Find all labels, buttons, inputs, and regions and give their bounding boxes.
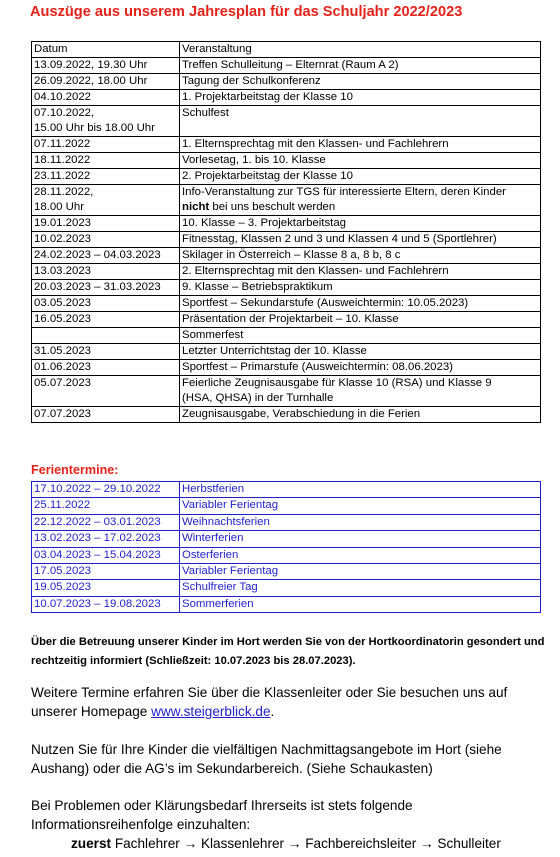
date-cell <box>32 407 180 423</box>
event-text: Letzter Unterrichtstag der 10. Klasse <box>182 345 367 357</box>
date-text: 28.11.2022, <box>34 186 94 198</box>
ferien-date: 17.05.2023 <box>32 564 180 580</box>
date-cell <box>32 344 180 360</box>
table-row <box>32 344 541 360</box>
event-text: 10. Klasse – 3. Projektarbeitstag <box>182 217 346 229</box>
event-cell <box>180 106 541 137</box>
table-header-row <box>32 42 541 58</box>
ferien-date: 10.07.2023 – 19.08.2023 <box>32 596 180 612</box>
date-cell <box>32 216 180 232</box>
event-cell <box>180 280 541 296</box>
event-text-line2: bei uns beschult werden <box>209 201 336 213</box>
date-cell <box>32 376 180 407</box>
event-text: Zeugnisausgabe, Verabschiedung in die Ferien <box>182 408 421 420</box>
event-cell <box>180 407 541 423</box>
ferien-row <box>32 498 541 514</box>
table-row <box>32 90 541 106</box>
event-text: Info-Veranstaltung zur TGS für interessierte Eltern, deren Kinder <box>182 186 506 198</box>
ferien-row <box>32 547 541 563</box>
event-cell <box>180 344 541 360</box>
date-text: 31.05.2023 <box>34 345 92 357</box>
date-text: 07.11.2022 <box>34 138 91 150</box>
date-text: 20.03.2023 – 31.03.2023 <box>34 281 161 293</box>
event-cell <box>180 169 541 185</box>
ferien-date: 19.05.2023 <box>32 580 180 596</box>
date-text: 16.05.2023 <box>34 313 92 325</box>
date-cell <box>32 185 180 216</box>
table-row <box>32 216 541 232</box>
table-row <box>32 280 541 296</box>
date-cell <box>32 248 180 264</box>
table-row <box>32 312 541 328</box>
date-cell <box>32 360 180 376</box>
date-cell <box>32 58 180 74</box>
event-cell <box>180 216 541 232</box>
ferien-row <box>32 514 541 530</box>
event-text: 2. Projektarbeitstag der Klasse 10 <box>182 170 353 182</box>
ferien-name: Osterferien <box>180 547 541 563</box>
ferien-row <box>32 531 541 547</box>
ferien-name: Winterferien <box>180 531 541 547</box>
event-cell <box>180 232 541 248</box>
date-cell <box>32 232 180 248</box>
information-paragraph: Bei Problemen oder Klärungsbedarf Ihrerseits ist stets folgende Informationsreihenfolge einzuhalten: <box>31 798 413 832</box>
table-row <box>32 376 541 407</box>
ferien-row <box>32 596 541 612</box>
table-row <box>32 137 541 153</box>
event-cell <box>180 376 541 407</box>
date-text-line2: 15.00 Uhr bis 18.00 Uhr <box>34 122 155 134</box>
event-cell <box>180 328 541 344</box>
ferien-name: Schulfreier Tag <box>180 580 541 596</box>
ferien-name: Sommerferien <box>180 596 541 612</box>
table-row <box>32 185 541 216</box>
homepage-link[interactable]: www.steigerblick.de <box>151 703 271 719</box>
ferien-table <box>31 481 541 613</box>
event-text: Sommerfest <box>182 329 244 341</box>
event-cell <box>180 137 541 153</box>
date-cell <box>32 280 180 296</box>
date-text: 07.10.2022, <box>34 107 95 119</box>
event-cell <box>180 185 541 216</box>
chain-rest: Fachlehrer → Klassenlehrer → Fachbereichsleiter → Schulleiter <box>111 836 501 851</box>
homepage-text: Weitere Termine erfahren Sie über die Klassenleiter oder Sie besuchen uns auf unserer Homepage <box>31 685 508 719</box>
table-row <box>32 232 541 248</box>
date-text: 10.02.2023 <box>34 233 92 245</box>
header-datum: Datum <box>32 42 180 58</box>
date-cell <box>32 328 180 344</box>
homepage-period: . <box>270 703 275 719</box>
ferien-name: Variabler Ferientag <box>180 498 541 514</box>
information-chain <box>71 835 501 853</box>
header-veranstaltung: Veranstaltung <box>180 42 541 58</box>
table-row <box>32 58 541 74</box>
table-row <box>32 296 541 312</box>
date-cell <box>32 137 180 153</box>
event-cell <box>180 58 541 74</box>
nachmittag-paragraph: Nutzen Sie für Ihre Kinder die vielfältigen Nachmittagsangebote im Hort (siehe Aushang) oder die AG’s im Sekundarbereich. (Siehe Schaukasten) <box>31 742 502 776</box>
table-row <box>32 153 541 169</box>
table-row <box>32 169 541 185</box>
event-text: Skilager in Österreich – Klasse 8 a, 8 b, 8 c <box>182 249 401 261</box>
event-cell <box>180 360 541 376</box>
event-text-line2: (HSA, QHSA) in der Turnhalle <box>182 392 334 404</box>
date-text: 13.03.2023 <box>34 265 92 277</box>
date-text-line2: 18.00 Uhr <box>34 201 85 213</box>
event-cell <box>180 264 541 280</box>
event-text: Sportfest – Primarstufe (Ausweichtermin: 08.06.2023) <box>182 361 453 373</box>
event-text: Treffen Schulleitung – Elternrat (Raum A 2) <box>182 59 399 71</box>
event-text: Sportfest – Sekundarstufe (Ausweichtermin: 10.05.2023) <box>182 297 469 309</box>
event-text: Fitnesstag, Klassen 2 und 3 und Klassen 4 und 5 (Sportlehrer) <box>182 233 497 245</box>
event-text: 1. Elternsprechtag mit den Klassen- und Fachlehrern <box>182 138 449 150</box>
event-text: 1. Projektarbeitstag der Klasse 10 <box>182 91 353 103</box>
table-row <box>32 74 541 90</box>
date-cell <box>32 90 180 106</box>
date-text: 05.07.2023 <box>34 377 92 389</box>
ferien-date: 17.10.2022 – 29.10.2022 <box>32 482 180 498</box>
date-text: 24.02.2023 – 04.03.2023 <box>34 249 161 261</box>
event-cell <box>180 153 541 169</box>
date-cell <box>32 264 180 280</box>
date-text: 03.05.2023 <box>34 297 92 309</box>
ferien-name: Variabler Ferientag <box>180 564 541 580</box>
table-row <box>32 360 541 376</box>
date-cell <box>32 169 180 185</box>
chain-lead: zuerst <box>71 836 112 851</box>
table-row <box>32 248 541 264</box>
event-text: Schulfest <box>182 107 229 119</box>
ferien-row <box>32 580 541 596</box>
ferien-date: 13.02.2023 – 17.02.2023 <box>32 531 180 547</box>
event-text: 2. Elternsprechtag mit den Klassen- und Fachlehrern <box>182 265 449 277</box>
date-cell <box>32 153 180 169</box>
ferien-row <box>32 564 541 580</box>
date-cell <box>32 74 180 90</box>
event-text: Vorlesetag, 1. bis 10. Klasse <box>182 154 326 166</box>
event-emphasis: nicht <box>182 201 210 213</box>
ferien-name: Herbstferien <box>180 482 541 498</box>
event-text: Feierliche Zeugnisausgabe für Klasse 10 (RSA) und Klasse 9 <box>182 377 492 389</box>
page-title: Auszüge aus unserem Jahresplan für das Schuljahr 2022/2023 <box>30 4 463 20</box>
date-text: 01.06.2023 <box>34 361 92 373</box>
date-cell <box>32 296 180 312</box>
event-text: Präsentation der Projektarbeit – 10. Klasse <box>182 313 399 325</box>
event-cell <box>180 296 541 312</box>
date-text: 07.07.2023 <box>34 408 92 420</box>
ferien-date: 03.04.2023 – 15.04.2023 <box>32 547 180 563</box>
date-text: 13.09.2022, 19.30 Uhr <box>34 59 148 71</box>
ferien-name: Weihnachtsferien <box>180 514 541 530</box>
homepage-paragraph <box>31 684 546 721</box>
event-cell <box>180 90 541 106</box>
ferien-date: 22.12.2022 – 03.01.2023 <box>32 514 180 530</box>
hort-note: Über die Betreuung unserer Kinder im Hort werden Sie von der Hortkoordinatorin gesondert und rechtzeitig informiert (Schließzeit: 10.07.2023 bis 28.07.2023). <box>31 636 545 667</box>
jahresplan-table <box>31 41 541 423</box>
date-text: 23.11.2022 <box>34 170 91 182</box>
event-cell <box>180 312 541 328</box>
table-row <box>32 328 541 344</box>
date-cell <box>32 106 180 137</box>
table-row <box>32 106 541 137</box>
event-cell <box>180 74 541 90</box>
ferien-row <box>32 482 541 498</box>
table-row <box>32 264 541 280</box>
ferien-date: 25.11.2022 <box>32 498 180 514</box>
date-text: 26.09.2022, 18.00 Uhr <box>34 75 148 87</box>
date-text: 18.11.2022 <box>34 154 91 166</box>
ferien-heading: Ferientermine: <box>31 463 119 477</box>
event-cell <box>180 248 541 264</box>
date-text: 19.01.2023 <box>34 217 92 229</box>
event-text: 9. Klasse – Betriebspraktikum <box>182 281 333 293</box>
table-row <box>32 407 541 423</box>
event-text: Tagung der Schulkonferenz <box>182 75 321 87</box>
date-cell <box>32 312 180 328</box>
date-text: 04.10.2022 <box>34 91 92 103</box>
